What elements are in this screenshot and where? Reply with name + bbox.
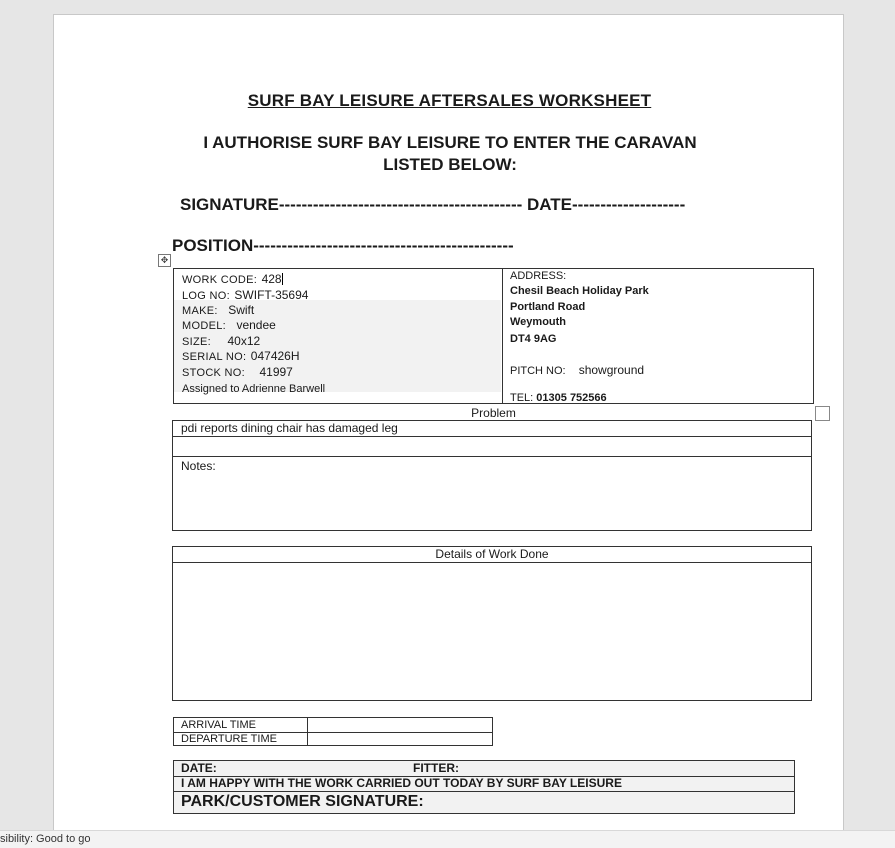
table-move-handle-icon[interactable]: ✥ (158, 254, 171, 267)
date-label: DATE: (181, 761, 217, 775)
date-fitter-row[interactable] (174, 761, 794, 777)
signoff-table (173, 760, 795, 814)
address-cell[interactable] (510, 269, 810, 403)
serial-row: SERIAL NO: 047426H (182, 349, 300, 363)
authorise-statement (154, 132, 746, 176)
table-resize-handle[interactable] (815, 406, 830, 421)
address-line-3: Weymouth (510, 316, 567, 328)
time-table (173, 717, 493, 746)
make-row: MAKE: Swift (182, 303, 255, 317)
pitch-row: PITCH NO: showground (510, 363, 645, 377)
work-code-row: WORK CODE: 428 (182, 272, 282, 286)
details-of-work-header: Details of Work Done (172, 546, 812, 563)
problem-description-cell[interactable]: pdi reports dining chair has damaged leg (172, 420, 812, 437)
address-line-1: Chesil Beach Holiday Park (510, 285, 649, 297)
tel-value: 01305 752566 (536, 392, 607, 404)
text-cursor (282, 273, 283, 285)
pitch-value: showground (578, 363, 645, 377)
tel-row: TEL: 01305 752566 (510, 392, 607, 404)
caravan-details-cell[interactable] (174, 269, 503, 403)
log-no-row: LOG NO: SWIFT-35694 (182, 288, 309, 302)
address-line-4: DT4 9AG (510, 333, 557, 345)
model-row: MODEL: vendee (182, 318, 276, 332)
accessibility-status[interactable]: sibility: Good to go (0, 833, 91, 845)
model-value: vendee (236, 318, 276, 332)
size-row: SIZE: 40x12 (182, 334, 261, 348)
departure-time-row[interactable] (174, 732, 492, 746)
customer-signature-label: PARK/CUSTOMER SIGNATURE: (181, 793, 424, 810)
authorise-line-1: I AUTHORISE SURF BAY LEISURE TO ENTER THE CARAVAN (203, 133, 697, 152)
log-no-value: SWIFT-35694 (234, 288, 309, 302)
caravan-info-table (173, 268, 814, 404)
size-value: 40x12 (227, 334, 261, 348)
signature-date-line: SIGNATURE------------------------------------------- DATE-------------------- (180, 195, 686, 214)
serial-value: 047426H (250, 349, 300, 363)
stock-row: STOCK NO: 41997 (182, 365, 293, 379)
arrival-time-row[interactable] (174, 718, 492, 733)
problem-header: Problem (471, 406, 516, 420)
assigned-text: Assigned to Adrienne Barwell (182, 383, 326, 395)
position-line: POSITION---------------------------------------------- (172, 236, 514, 255)
authorise-line-2: LISTED BELOW: (383, 155, 517, 174)
details-of-work-cell[interactable] (172, 562, 812, 701)
happy-row[interactable] (174, 776, 794, 792)
make-value: Swift (228, 303, 255, 317)
notes-label: Notes: (181, 459, 216, 473)
arrival-time-label: ARRIVAL TIME (174, 718, 308, 732)
document-page (53, 14, 844, 834)
address-label: ADDRESS: (510, 270, 567, 282)
departure-time-label: DEPARTURE TIME (174, 732, 308, 746)
address-line-2: Portland Road (510, 301, 586, 313)
problem-empty-cell[interactable] (172, 436, 812, 457)
status-bar (0, 830, 895, 848)
work-code-value: 428 (261, 272, 282, 286)
worksheet-title: SURF BAY LEISURE AFTERSALES WORKSHEET (247, 91, 652, 110)
fitter-label: FITTER: (413, 761, 459, 775)
notes-cell[interactable] (172, 456, 812, 531)
customer-signature-row[interactable] (174, 792, 794, 813)
happy-statement: I AM HAPPY WITH THE WORK CARRIED OUT TODAY BY SURF BAY LEISURE (181, 776, 622, 790)
stock-value: 41997 (259, 365, 293, 379)
assigned-row (182, 379, 325, 397)
